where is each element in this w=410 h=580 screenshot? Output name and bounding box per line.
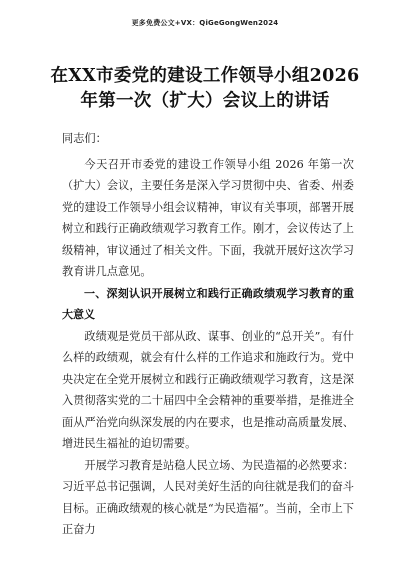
section-heading-1: 一、深刻认识开展树立和践行正确政绩观学习教育的重大意义 xyxy=(62,286,354,321)
title-line-2: 年第一次（扩大）会议上的讲话 xyxy=(80,91,330,111)
header-watermark: 更多免费公文+VX：QiGeGongWen2024 xyxy=(131,19,279,27)
salutation: 同志们： xyxy=(62,132,107,145)
section1-paragraph-1: 政绩观是党员干部从政、谋事、创业的“总开关”。有什么样的政绩观，就会有什么样的工作追求和施政行为。党中央决定在全党开展树立和践行正确政绩观学习教育，这是深入贯彻落实党的二十届四中全会精神的重要举措，是推进全面从严治党向纵深发展的内在要求，也是推动高质量发展、增进民生福祉的迫切需要。 xyxy=(62,329,354,450)
document-title xyxy=(40,64,370,114)
title-line-1: 在XX市委党的建设工作领导小组2026 xyxy=(50,66,360,86)
document-body xyxy=(62,128,354,541)
intro-paragraph: 今天召开市委党的建设工作领导小组 2026 年第一次（扩大）会议，主要任务是深入学习贯彻中央、省委、州委党的建设工作领导小组会议精神，审议有关事项，部署开展树立和践行正确政绩观学习教育工作。刚才，会议传达了上级精神，审议通过了相关文件。下面，我就开展好这次学习教育讲几点意见。 xyxy=(62,157,354,278)
section1-paragraph-2: 开展学习教育是站稳人民立场、为民造福的必然要求：习近平总书记强调，人民对美好生活的向往就是我们的奋斗目标。正确政绩观的核心就是“为民造福”。当前，全市上下正奋力 xyxy=(62,458,354,536)
